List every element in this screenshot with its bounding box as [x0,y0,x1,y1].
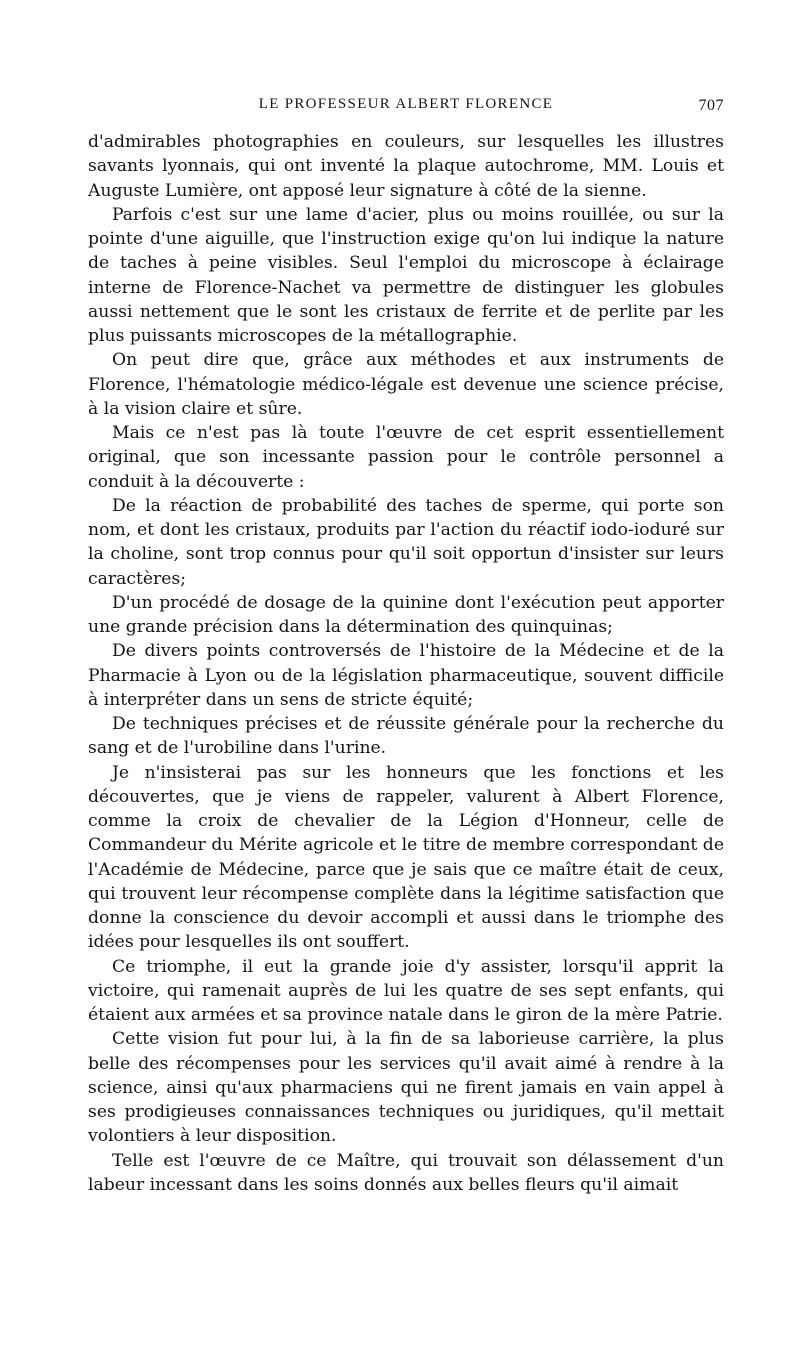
paragraph: On peut dire que, grâce aux méthodes et aux instruments de Florence, l'hématologie médico-légale est devenue une science précise, à la vision claire et sûre. [88,350,724,419]
body-text [88,130,724,1197]
page-number: 707 [698,97,724,114]
paragraph: De divers points controversés de l'histoire de la Médecine et de la Pharmacie à Lyon ou de la législation pharmaceutique, souvent difficile à interpréter dans un sens de stricte équité; [88,641,724,710]
paragraph: Parfois c'est sur une lame d'acier, plus ou moins rouillée, ou sur la pointe d'une aiguille, que l'instruction exige qu'on lui indique la nature de taches à peine visibles. Seul l'emploi du microscope à éclairage interne de Florence-Nachet va permettre de distinguer les globules aussi nettement que le sont les cristaux de ferrite et de perlite par les plus puissants microscopes de la métallographie. [88,204,724,346]
paragraph: Mais ce n'est pas là toute l'œuvre de cet esprit essentiellement original, que son incessante passion pour le contrôle personnel a conduit à la découverte : [88,423,724,492]
paragraph-continued: d'admirables photographies en couleurs, sur lesquelles les illustres savants lyonnais, qui ont inventé la plaque autochrome, MM. Louis et Auguste Lumière, ont apposé leur signature à côté de la sienne. [88,132,724,201]
paragraph: Telle est l'œuvre de ce Maître, qui trouvait son délassement d'un labeur incessant dans les soins donnés aux belles fleurs qu'il aimait [88,1150,724,1195]
paragraph: Je n'insisterai pas sur les honneurs que les fonctions et les découvertes, que je viens de rappeler, valurent à Albert Florence, comme la croix de chevalier de la Légion d'Honneur, celle de Commandeur du Mérite agricole et le titre de membre correspondant de l'Académie de Médecine, parce que je sais que ce maître était de ceux, qui trouvent leur récompense complète dans la légitime satisfaction que donne la conscience du devoir accompli et aussi dans le triomphe des idées pour lesquelles ils ont souffert. [88,762,724,953]
paragraph: De la réaction de probabilité des taches de sperme, qui porte son nom, et dont les cristaux, produits par l'action du réactif iodo-ioduré sur la choline, sont trop connus pour qu'il soit opportun d'insister sur leurs caractères; [88,495,724,589]
running-head [88,96,724,120]
running-title: LE PROFESSEUR ALBERT FLORENCE [258,96,554,112]
paragraph: D'un procédé de dosage de la quinine dont l'exécution peut apporter une grande précision dans la détermination des quinquinas; [88,592,724,637]
paragraph: Ce triomphe, il eut la grande joie d'y assister, lorsqu'il apprit la victoire, qui ramenait auprès de lui les quatre de ses sept enfants, qui étaient aux armées et sa province natale dans le giron de la mère Patrie. [88,956,724,1025]
book-page [88,0,724,1361]
paragraph: De techniques précises et de réussite générale pour la recherche du sang et de l'urobiline dans l'urine. [88,714,724,759]
paragraph: Cette vision fut pour lui, à la fin de sa laborieuse carrière, la plus belle des récompenses pour les services qu'il avait aimé à rendre à la science, ainsi qu'aux pharmaciens qui ne firent jamais en vain appel à ses prodigieuses connaissances techniques ou juridiques, qu'il mettait volontiers à leur disposition. [88,1029,724,1147]
